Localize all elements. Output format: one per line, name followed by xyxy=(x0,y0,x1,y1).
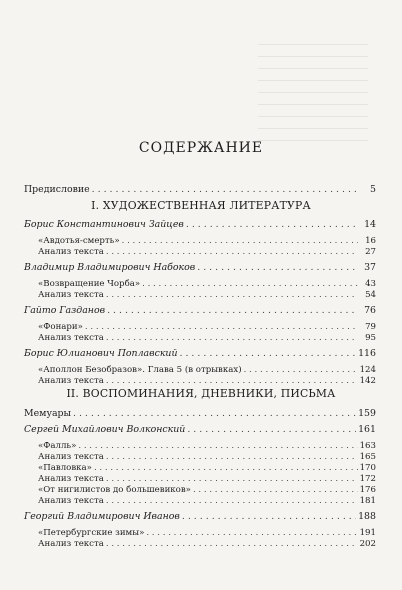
toc-entry-analysis: Анализ текста . . . 165 xyxy=(38,453,376,462)
toc-entry-author: Георгий Владимирович Иванов . . . 188 xyxy=(24,512,376,521)
toc-entry-work: «Возвращение Чорба» . . . 43 xyxy=(38,280,376,289)
toc-entry-work: «Фалль» . . . 163 xyxy=(38,442,376,451)
toc-entry-analysis: Анализ текста . . . 181 xyxy=(38,497,376,506)
toc-entry-work: «Павловка» . . . 170 xyxy=(38,464,376,473)
toc-entry-work: «От нигилистов до большевиков» . . . 176 xyxy=(38,486,376,495)
page-title: СОДЕРЖАНИЕ xyxy=(138,140,264,156)
toc-entry-analysis: Анализ текста . . . 142 xyxy=(38,377,376,386)
toc-entry-author: Владимир Владимирович Набоков . . . 37 xyxy=(24,263,376,272)
section-heading-memoirs: II. ВОСПОМИНАНИЯ, ДНЕВНИКИ, ПИСЬМА xyxy=(66,387,336,400)
toc-entry-work: «Фонари» . . . 79 xyxy=(38,323,376,332)
toc-entry-analysis: Анализ текста . . . 27 xyxy=(38,248,376,257)
toc-entry-analysis: Анализ текста . . . 54 xyxy=(38,291,376,300)
bleed-through-lines xyxy=(258,44,368,154)
toc-entry-author: Борис Юлианович Поплавский . . . 116 xyxy=(24,349,376,358)
toc-entry-work: «Петербургские зимы» . . . 191 xyxy=(38,529,376,538)
toc-entry-work: «Аполлон Безобразов». Глава 5 (в отрывках) . . . 124 xyxy=(38,366,376,375)
toc-entry-analysis: Анализ текста . . . 95 xyxy=(38,334,376,343)
toc-entry-analysis: Анализ текста . . . 172 xyxy=(38,475,376,484)
toc-entry-analysis: Анализ текста . . . 202 xyxy=(38,540,376,549)
toc-entry-author: Гайто Газданов . . . 76 xyxy=(24,306,376,315)
toc-entry-preface: Предисловие . . . 5 xyxy=(24,185,376,194)
toc-entry-author: Сергей Михайлович Волконский . . . 161 xyxy=(24,425,376,434)
section-heading-fiction: I. ХУДОЖЕСТВЕННАЯ ЛИТЕРАТУРА xyxy=(91,199,311,212)
toc-entry-work: «Авдотья-смерть» . . . 16 xyxy=(38,237,376,246)
toc-entry-memoirs: Мемуары . . . 159 xyxy=(24,409,376,418)
toc-entry-author: Борис Константинович Зайцев . . . 14 xyxy=(24,220,376,229)
